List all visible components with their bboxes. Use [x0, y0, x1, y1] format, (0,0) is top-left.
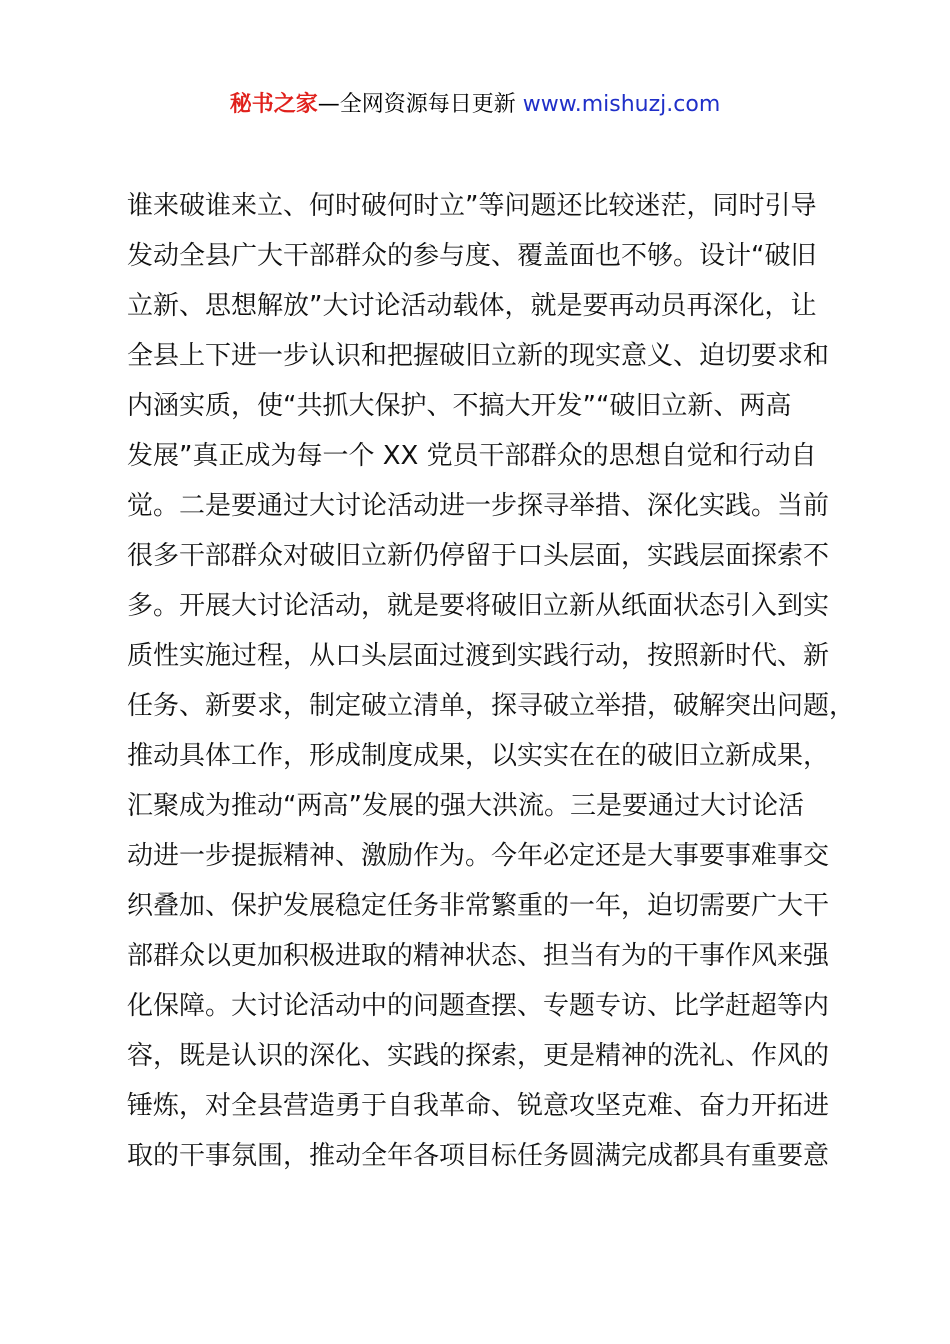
text-line: 内涵实质，使“共抓大保护、不搞大开发”“破旧立新、两高: [127, 391, 792, 421]
text-line: 立新、思想解放”大讨论活动载体，就是要再动员再深化，让: [127, 291, 817, 321]
site-tagline: —全网资源每日更新: [317, 92, 523, 117]
text-line: 推动具体工作，形成制度成果，以实实在在的破旧立新成果，: [127, 741, 830, 771]
text-line: 部群众以更加积极进取的精神状态、担当有为的干事作风来强: [127, 941, 830, 971]
text-line: 全县上下进一步认识和把握破旧立新的现实意义、迫切要求和: [127, 341, 830, 371]
document-body: [127, 181, 857, 1181]
text-line: 化保障。大讨论活动中的问题查摆、专题专访、比学赶超等内: [127, 991, 830, 1021]
text-line: 发展”真正成为每一个 XX 党员干部群众的思想自觉和行动自: [127, 441, 817, 471]
text-line: 动进一步提振精神、激励作为。今年必定还是大事要事难事交: [127, 841, 830, 871]
text-line: 锤炼，对全县营造勇于自我革命、锐意攻坚克难、奋力开拓进: [127, 1091, 830, 1121]
page-header: [0, 88, 950, 122]
text-line: 觉。二是要通过大讨论活动进一步探寻举措、深化实践。当前: [127, 491, 830, 521]
text-line: 取的干事氛围，推动全年各项目标任务圆满完成都具有重要意: [127, 1141, 830, 1171]
site-brand: 秘书之家: [229, 92, 318, 117]
text-line: 汇聚成为推动“两高”发展的强大洪流。三是要通过大讨论活: [127, 791, 804, 821]
text-line: 任务、新要求，制定破立清单，探寻破立举措，破解突出问题，: [127, 691, 856, 721]
text-line: 谁来破谁来立、何时破何时立”等问题还比较迷茫，同时引导: [127, 191, 817, 221]
text-line: 容，既是认识的深化、实践的探索，更是精神的洗礼、作风的: [127, 1041, 830, 1071]
text-line: 质性实施过程，从口头层面过渡到实践行动，按照新时代、新: [127, 641, 830, 671]
site-url[interactable]: www.mishuzj.com: [522, 92, 721, 117]
text-line: 织叠加、保护发展稳定任务非常繁重的一年，迫切需要广大干: [127, 891, 830, 921]
text-line: 很多干部群众对破旧立新仍停留于口头层面，实践层面探索不: [127, 541, 830, 571]
text-line: 多。开展大讨论活动，就是要将破旧立新从纸面状态引入到实: [127, 591, 830, 621]
text-line: 发动全县广大干部群众的参与度、覆盖面也不够。设计“破旧: [127, 241, 817, 271]
